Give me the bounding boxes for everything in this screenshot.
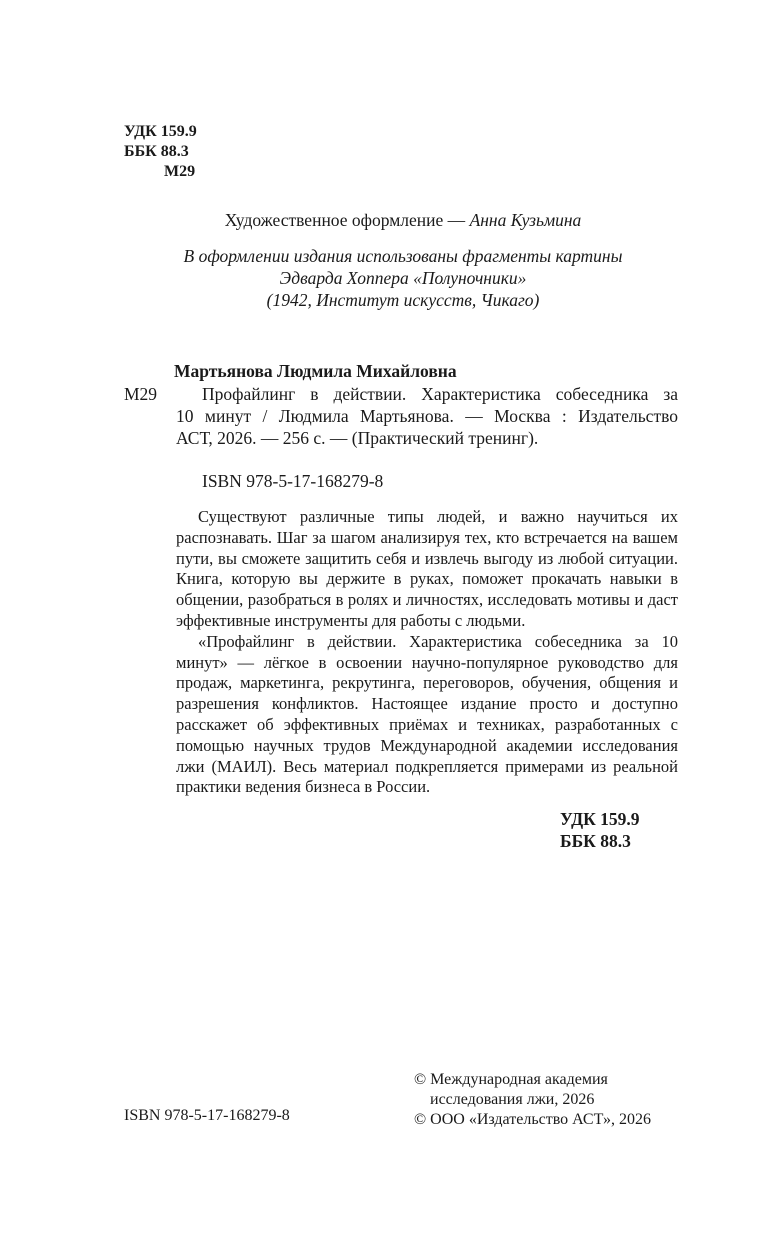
annotation-paragraph-2: «Профайлинг в действии. Характеристика собеседника за 10 минут» — лёгкое в освоении научно-популярное руководство для продаж, маркетинга, рекрутинга, переговоров, обучения, общения и разрешения конфликтов. Настоящее издание просто и доступно расскажет об эффективных приёмах и техниках, разработанных с помощью научных трудов Международной академии исследования лжи (МАИЛ). Весь материал подкрепляется примерами из реальной практики ведения бизнеса в России. bbox=[176, 631, 678, 797]
bbk-code: ББК 88.3 bbox=[124, 143, 189, 160]
painting-note-line-1: В оформлении издания использованы фрагменты картины bbox=[183, 246, 623, 266]
catalog-entry-line-2: 10 минут / Людмила Мартьянова. — Москва : Издательство bbox=[176, 406, 678, 426]
copyright-academy-cont: исследования лжи, 2026 bbox=[430, 1091, 595, 1108]
painting-note-line-3: (1942, Институт искусств, Чикаго) bbox=[266, 290, 540, 310]
design-credit-label: Художественное оформление — bbox=[224, 210, 466, 230]
catalog-author-mark: М29 bbox=[124, 384, 158, 404]
udk-code: УДК 159.9 bbox=[124, 123, 197, 140]
catalog-isbn: ISBN 978-5-17-168279-8 bbox=[202, 471, 384, 491]
classification-block-bottom bbox=[560, 808, 678, 852]
copyright-block bbox=[414, 1070, 714, 1130]
copyright-publisher: © ООО «Издательство АСТ», 2026 bbox=[414, 1111, 651, 1128]
catalog-author: Мартьянова Людмила Михайловна bbox=[174, 361, 457, 381]
annotation-paragraph-1: Существуют различные типы людей, и важно научиться их распознавать. Шаг за шагом анализируя тех, кто встречается на вашем пути, вы сможете защитить себя и извлечь выгоду из любой ситуации. Книга, которую вы держите в руках, поможет прокачать навыки в общении, разобраться в ролях и личностях, исследовать мотивы и даст эффективные инструменты для работы с людьми. bbox=[176, 507, 678, 630]
bbk-code-bottom: ББК 88.3 bbox=[560, 831, 631, 851]
annotation bbox=[176, 507, 678, 798]
designer-name: Анна Кузьмина bbox=[469, 210, 582, 230]
author-mark: М29 bbox=[164, 163, 196, 180]
copyright-academy: © Международная академия bbox=[414, 1071, 608, 1088]
catalog-entry-line-3: АСТ, 2026. — 256 с. — (Практический тренинг). bbox=[176, 428, 539, 448]
painting-note bbox=[100, 245, 706, 311]
footer-isbn: ISBN 978-5-17-168279-8 bbox=[124, 1107, 290, 1124]
painting-note-line-2: Эдварда Хоппера «Полуночники» bbox=[279, 268, 527, 288]
catalog-entry-line-1: Профайлинг в действии. Характеристика собеседника за bbox=[202, 384, 678, 404]
design-credit bbox=[100, 209, 706, 231]
catalog-entry bbox=[176, 383, 678, 449]
udk-code-bottom: УДК 159.9 bbox=[560, 809, 640, 829]
classification-block-top bbox=[124, 122, 244, 182]
